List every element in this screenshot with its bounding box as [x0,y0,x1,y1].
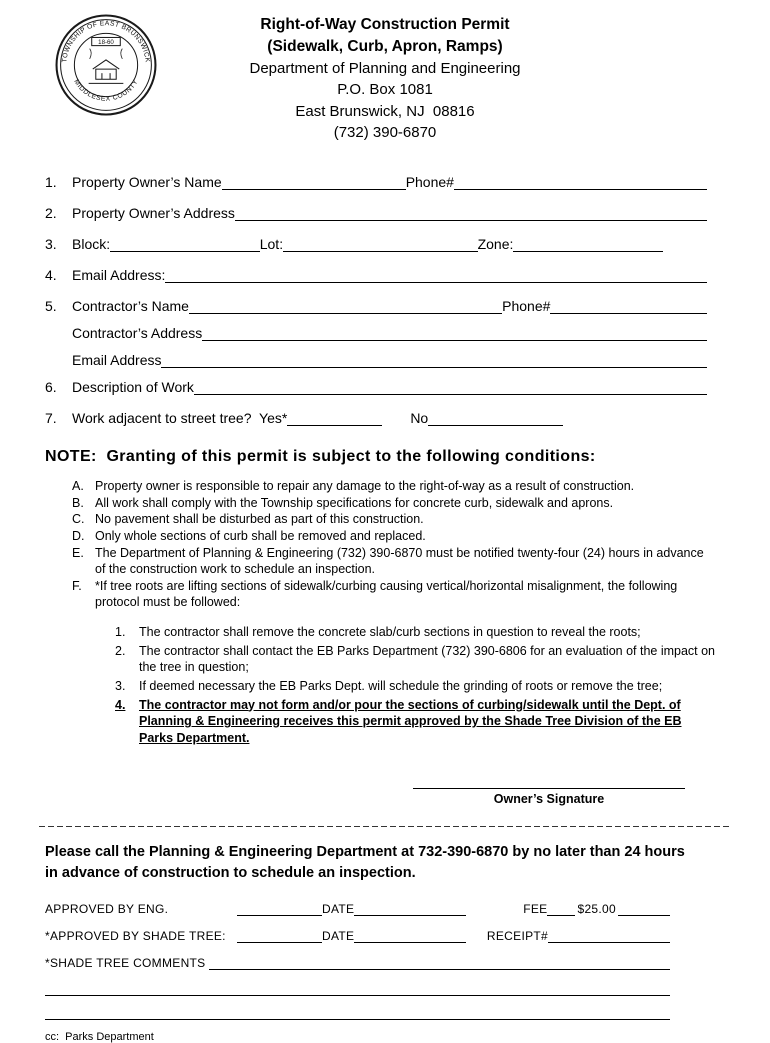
row-approved-eng [45,902,725,916]
field-label: Zone: [477,236,514,252]
dashed-separator [39,825,731,827]
department-phone: (732) 390-6870 [333,123,437,141]
protocol-number: 4. [115,697,126,712]
street-tree-yes-field[interactable] [287,411,382,426]
condition-letter: D. [72,528,85,543]
seal-banner-text: 18-60 [98,39,114,47]
condition-item [72,578,725,611]
department-name: Department of Planning and Engineering [249,60,521,77]
row-street-tree [45,410,725,426]
township-seal-svg [55,14,157,116]
field-number: 5. [45,298,57,314]
inspection-notice: Please call the Planning & Engineering Department at 732-390-6870 by no later than 24 hours in advance of construction to schedule an inspection. [45,844,685,882]
protocol-text: The contractor may not form and/or pour the sections of curbing/sidewalk until the Dept. of Planning & Engineering receives this permit approved by the Shade Tree Division of the EB Parks Department. [139,697,682,745]
protocol-item [115,697,725,747]
zone-field[interactable] [513,237,663,252]
lot-field[interactable] [283,237,477,252]
condition-letter: E. [72,545,84,560]
field-number: 6. [45,379,57,395]
field-label: Description of Work [72,379,194,395]
seal-bottom-text: MIDDLESEX COUNTY [72,78,140,103]
field-label: Work adjacent to street tree? Yes* [72,410,288,426]
protocol-list [45,624,725,746]
receipt-field[interactable] [548,930,670,943]
field-label: Email Address: [72,267,166,283]
condition-item [72,495,725,512]
field-label: Phone# [405,174,454,190]
contractor-address-field[interactable] [202,326,707,341]
field-number: 4. [45,267,57,283]
field-number: 1. [45,174,57,190]
document-header [45,14,725,154]
protocol-item [115,643,725,676]
signature-block [413,776,685,806]
protocol-text: The contractor shall remove the concrete slab/curb sections in question to reveal the roots; [139,625,641,639]
field-label: No [410,410,429,426]
date-label: DATE [322,929,355,944]
protocol-text: If deemed necessary the EB Parks Dept. will schedule the grinding of roots or remove the tree; [139,678,663,693]
row-contractor-email [45,352,725,368]
comments-line-3 [45,1007,725,1020]
street-tree-no-field[interactable] [428,411,563,426]
contractor-name-field[interactable] [189,299,502,314]
field-label: Lot: [259,236,284,252]
condition-item [72,528,725,545]
row-owner-address [45,205,725,221]
condition-text: Only whole sections of curb shall be removed and replaced. [95,528,426,543]
protocol-item [115,678,725,695]
block-field[interactable] [110,237,260,252]
field-label: Property Owner’s Name [72,174,222,190]
comments-field-line2[interactable] [45,983,670,996]
protocol-text: The contractor shall contact the EB Parks Department (732) 390-6806 for an evaluation of the impact on the tree in question; [139,643,716,675]
fee-field[interactable] [547,903,575,916]
field-label: Contractor’s Address [72,325,203,341]
field-number: 7. [45,410,57,426]
conditions-list [45,478,725,611]
svg-text:MIDDLESEX COUNTY [72,78,139,102]
owner-signature-field[interactable] [413,776,685,789]
approved-eng-field[interactable] [237,903,322,916]
receipt-label: RECEIPT# [486,929,548,944]
comments-label: *SHADE TREE COMMENTS [45,956,210,971]
condition-item [72,478,725,495]
cc-line: cc: Parks Department [45,1031,154,1043]
document-title: Right-of-Way Construction Permit [260,16,510,33]
approved-eng-date-field[interactable] [354,903,466,916]
contractor-phone-field[interactable] [550,299,707,314]
protocol-number: 1. [115,625,126,639]
work-description-field[interactable] [194,380,707,395]
condition-text: No pavement shall be disturbed as part of this construction. [95,512,424,527]
field-label: Block: [72,236,111,252]
approved-shade-date-field[interactable] [354,930,466,943]
owner-address-field[interactable] [235,206,707,221]
shade-tree-comments-field[interactable] [209,957,670,970]
form-fields [45,174,725,426]
township-seal-icon [55,14,157,116]
condition-item [72,511,725,528]
row-contractor-name [45,298,725,314]
signature-label: Owner’s Signature [493,792,605,807]
row-contractor-address [45,325,725,341]
protocol-number: 3. [115,678,126,693]
condition-letter: F. [72,578,82,593]
protocol-number: 2. [115,643,126,658]
comments-field-line3[interactable] [45,1007,670,1020]
approval-section [45,902,725,1043]
row-owner-email [45,267,725,283]
row-approved-shade-tree [45,929,725,943]
condition-item [72,545,725,578]
note-heading: NOTE: Granting of this permit is subject to the following conditions: [45,448,596,465]
condition-letter: C. [72,512,85,527]
condition-text: Property owner is responsible to repair any damage to the right-of-way as a result of construction. [95,479,635,493]
row-block-lot-zone [45,236,725,252]
fee-value: $25.00 [577,902,616,917]
comments-line-2 [45,983,725,996]
field-number: 3. [45,236,57,252]
condition-letter: B. [72,495,84,510]
seal-top-text: TOWNSHIP OF EAST BRUNSWICK [61,20,151,63]
contractor-email-field[interactable] [161,353,707,368]
po-box: P.O. Box 1081 [337,81,433,99]
field-label: Phone# [502,298,551,314]
fee-label: FEE [523,902,548,917]
protocol-item [115,624,725,641]
owner-phone-field[interactable] [454,175,707,190]
fee-group [523,902,670,916]
owner-name-field[interactable] [222,175,406,190]
fee-field-tail[interactable] [618,903,670,916]
approved-shade-field[interactable] [237,930,322,943]
field-label: Contractor’s Name [72,298,189,314]
condition-letter: A. [72,479,84,493]
row-shade-tree-comments [45,956,725,970]
row-work-description [45,379,725,395]
field-label: Property Owner’s Address [72,205,235,221]
approved-eng-label: APPROVED BY ENG. [45,902,169,917]
document-subtitle: (Sidewalk, Curb, Apron, Ramps) [267,38,503,55]
condition-text: The Department of Planning & Engineering (732) 390-6870 must be notified twenty-four (24) hours in advance of the construction work to schedule an inspection. [95,545,704,577]
owner-email-field[interactable] [165,268,707,283]
condition-text: All work shall comply with the Township specifications for concrete curb, sidewalk and aprons. [95,495,614,510]
condition-text: *If tree roots are lifting sections of sidewalk/curbing causing vertical/horizontal misalignment, the following protocol must be followed: [95,578,678,610]
field-number: 2. [45,205,57,221]
date-label: DATE [322,902,355,917]
city-state-zip: East Brunswick, NJ 08816 [295,102,475,120]
approved-shade-label: *APPROVED BY SHADE TREE: [45,929,226,944]
receipt-group [487,929,670,943]
row-owner-name [45,174,725,190]
field-label: Email Address [72,352,162,368]
